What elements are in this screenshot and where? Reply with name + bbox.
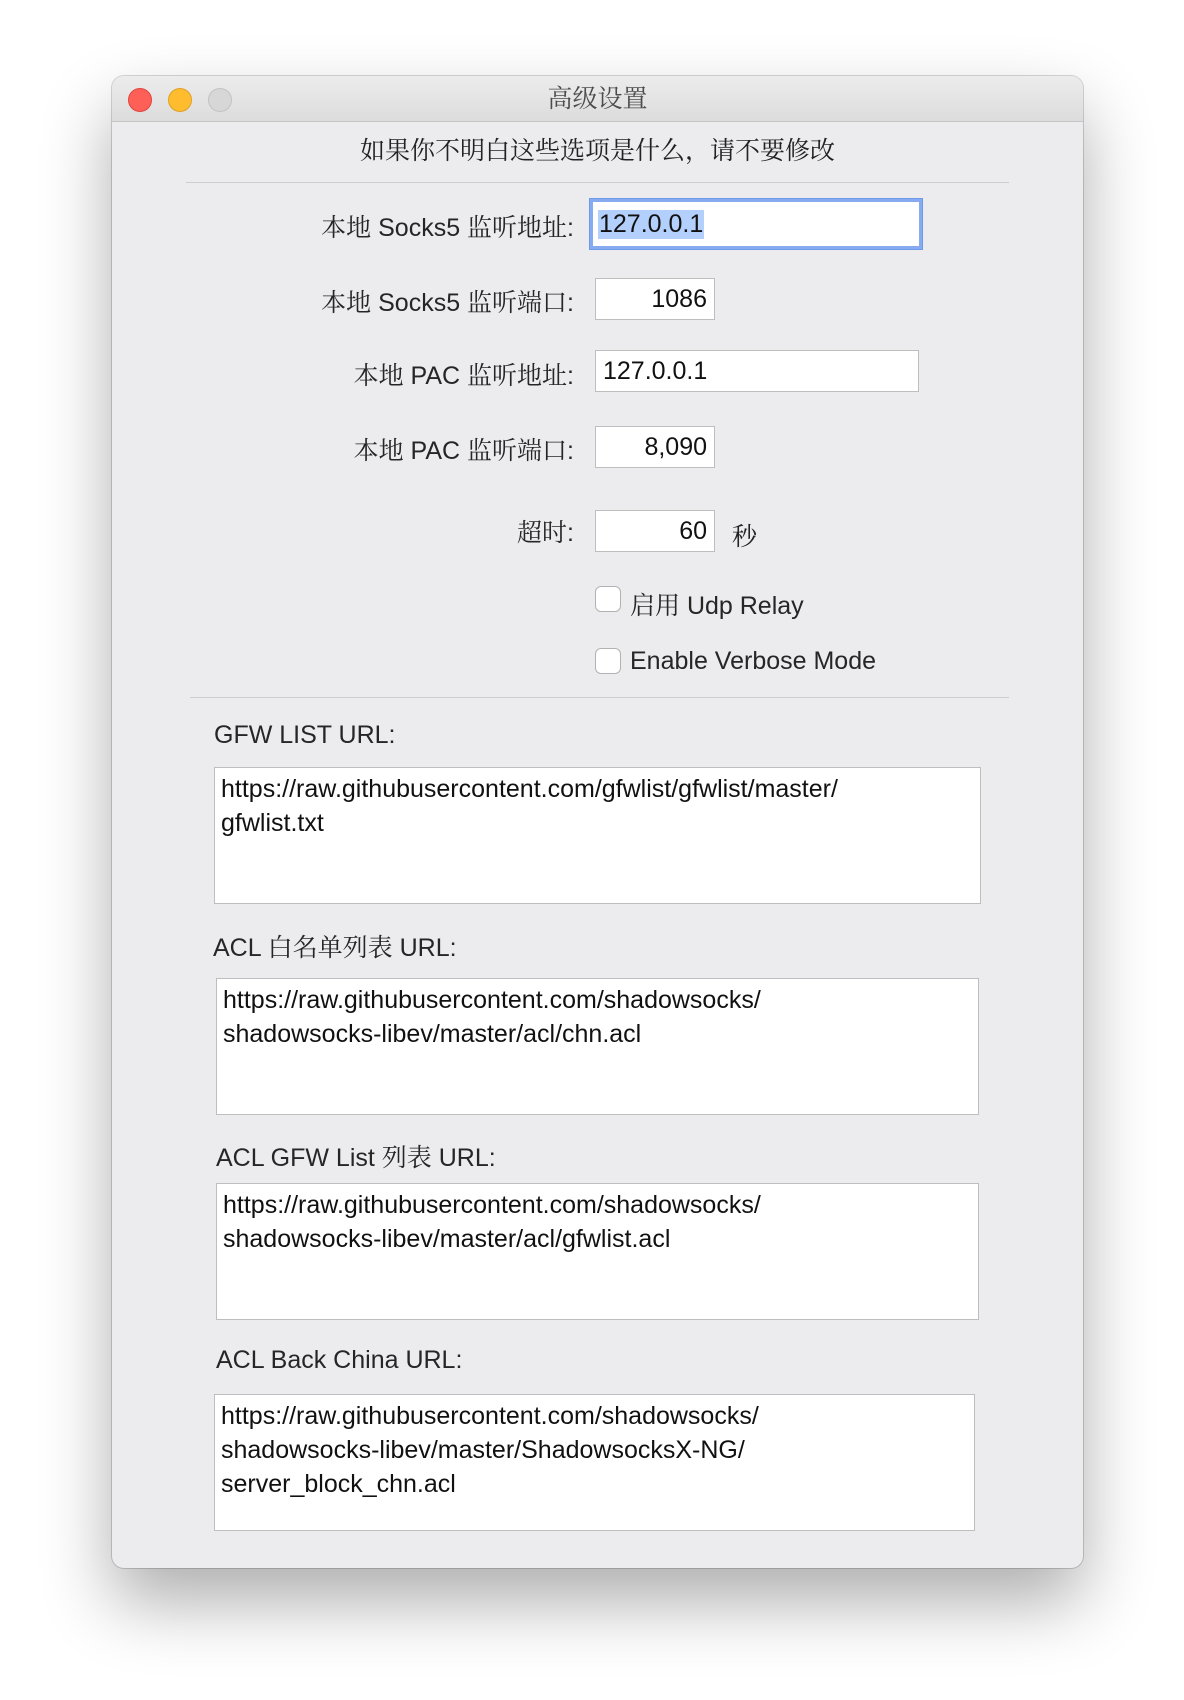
pac-port-label: 本地 PAC 监听端口: [353, 437, 574, 465]
timeout-value: 60 [679, 516, 707, 545]
socks5-port-label: 本地 Socks5 监听端口: [321, 289, 574, 317]
timeout-field[interactable] [595, 510, 715, 552]
pac-address-value: 127.0.0.1 [603, 356, 708, 385]
socks5-address-label: 本地 Socks5 监听地址: [321, 214, 574, 242]
acl-back-china-url-textarea[interactable] [214, 1394, 975, 1531]
separator-top [186, 182, 1009, 183]
separator-middle [190, 697, 1009, 698]
pac-port-value: 8,090 [644, 432, 707, 461]
pac-address-field[interactable] [595, 350, 919, 392]
acl-white-list-url-label: ACL 白名单列表 URL: [213, 934, 457, 962]
title-bar [112, 76, 1083, 122]
window-title: 高级设置 [547, 85, 648, 113]
timeout-unit: 秒 [732, 523, 758, 551]
acl-gfw-list-url-label: ACL GFW List 列表 URL: [216, 1144, 496, 1172]
gfw-list-url-label: GFW LIST URL: [214, 721, 396, 749]
timeout-label: 超时: [517, 519, 574, 547]
acl-white-list-url-textarea[interactable] [216, 978, 979, 1115]
acl-back-china-url-label: ACL Back China URL: [216, 1346, 463, 1374]
verbose-mode-checkbox[interactable] [595, 648, 621, 674]
pac-address-label: 本地 PAC 监听地址: [353, 362, 574, 390]
acl-white-list-url-value: https://raw.githubusercontent.com/shadowsocks/ shadowsocks-libev/master/acl/chn.acl [223, 986, 761, 1048]
socks5-port-field[interactable] [595, 278, 715, 320]
advanced-settings-window [112, 76, 1083, 1568]
acl-gfw-list-url-textarea[interactable] [216, 1183, 979, 1320]
acl-gfw-list-url-value: https://raw.githubusercontent.com/shadowsocks/ shadowsocks-libev/master/acl/gfwlist.acl [223, 1191, 761, 1253]
socks5-port-value: 1086 [651, 284, 707, 313]
socks5-address-value: 127.0.0.1 [599, 209, 704, 238]
verbose-mode-label[interactable]: Enable Verbose Mode [630, 647, 877, 675]
gfw-list-url-value: https://raw.githubusercontent.com/gfwlist/gfwlist/master/ gfwlist.txt [221, 775, 838, 837]
gfw-list-url-textarea[interactable] [214, 767, 981, 904]
acl-back-china-url-value: https://raw.githubusercontent.com/shadowsocks/ shadowsocks-libev/master/ShadowsocksX-NG/ server_block_chn.acl [221, 1402, 759, 1498]
udp-relay-label[interactable]: 启用 Udp Relay [630, 592, 804, 620]
udp-relay-checkbox[interactable] [595, 586, 621, 612]
socks5-address-field[interactable] [590, 199, 922, 249]
warning-text: 如果你不明白这些选项是什么，请不要修改 [359, 137, 835, 165]
pac-port-field[interactable] [595, 426, 715, 468]
